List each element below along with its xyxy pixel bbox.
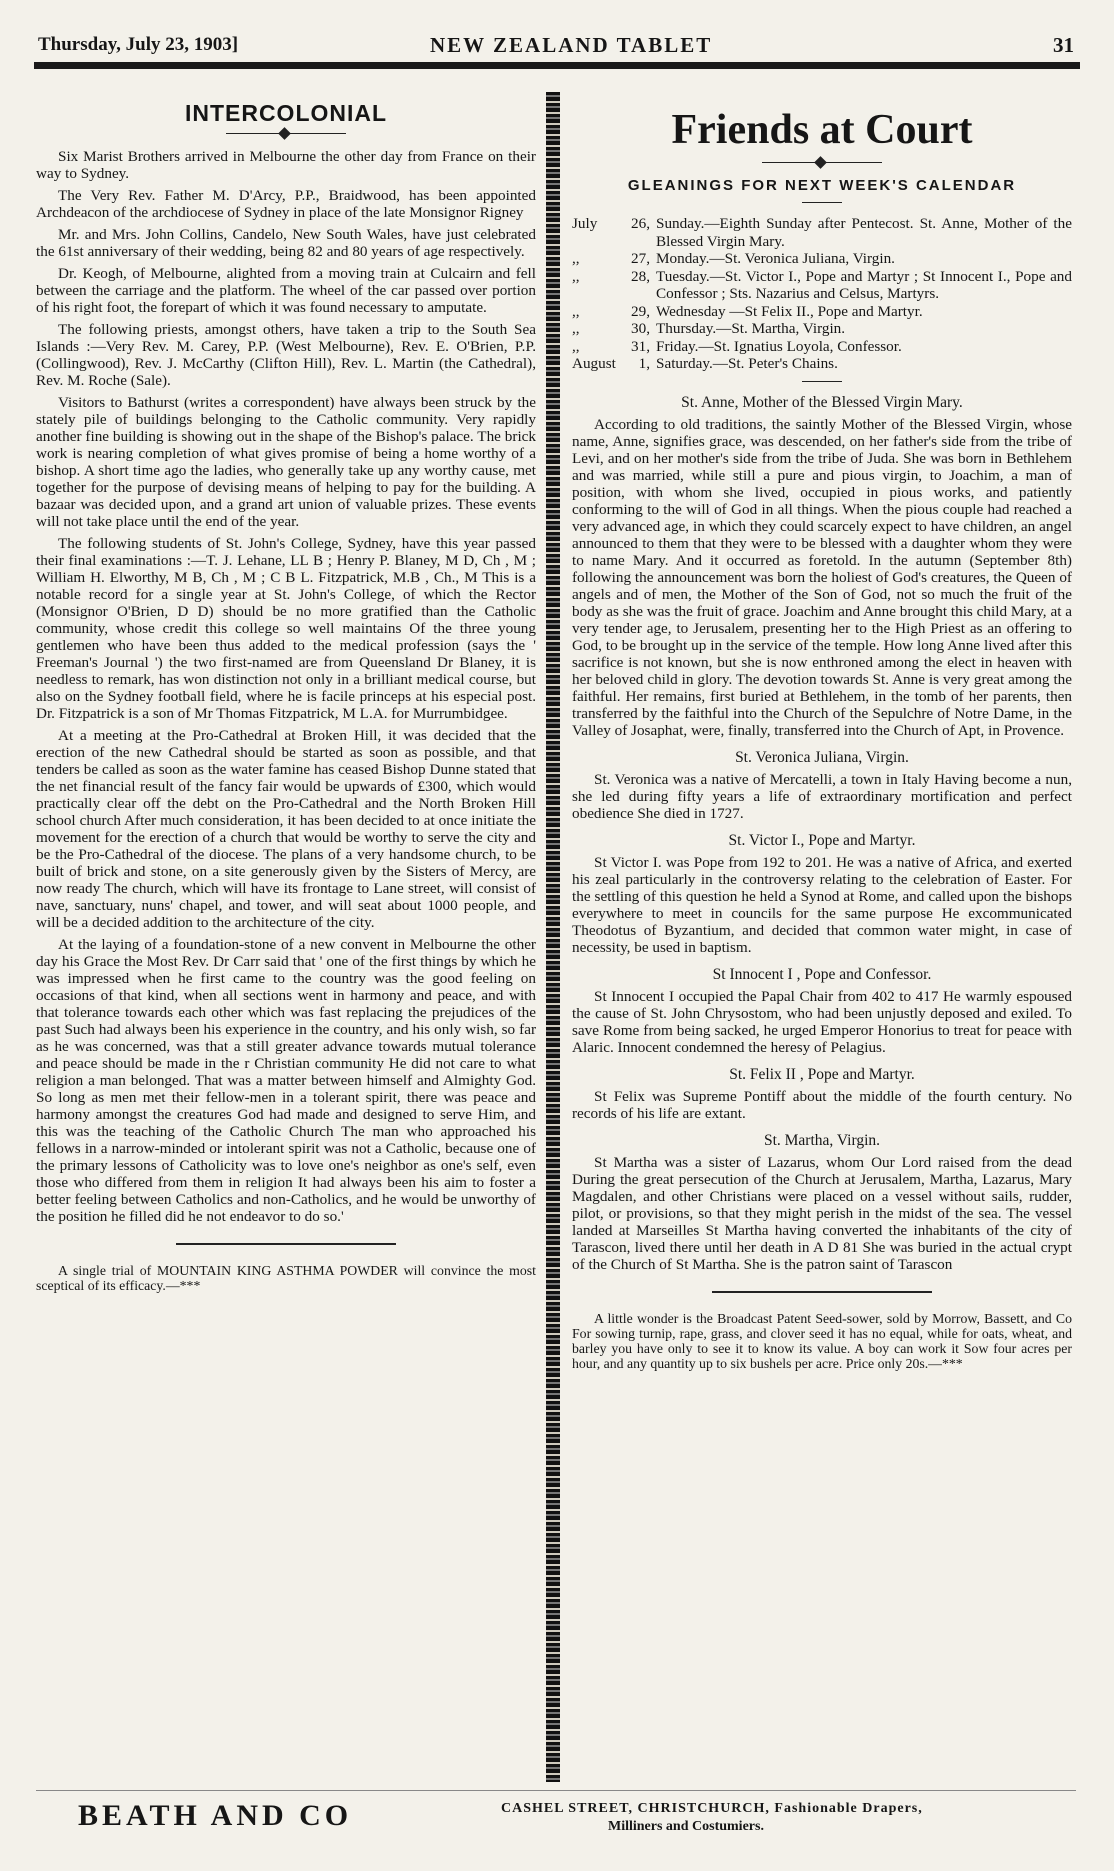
calendar-subtitle: GLEANINGS FOR NEXT WEEK'S CALENDAR bbox=[627, 177, 1017, 194]
saint-body: St Innocent I occupied the Papal Chair from 402 to 417 He warmly espoused the cause of St. John Chrysostom, who had been unjustly deposed and exiled. To save Rome from being sacked, he urged Emperor Honorius to treat for peace with Alaric. Innocent condemned the heresy of Pelagius. bbox=[572, 987, 1072, 1056]
page-footer bbox=[36, 1790, 1076, 1841]
news-paragraph: The following students of St. John's College, Sydney, have this year passed their final examinations :—T. J. Lehane, LL B ; Henry P. Blaney, M D, Ch , M ; William H. Elworthy, M B, Ch , M ; C B L. Fitzpatrick, M.B , Ch., M This is a notable record for a single year at St. John's College, of which the Rector (Monsignor O'Brien, D D) should be no more gratified than the Catholic community, whose credit this college so well maintains Of the three young gentlemen who have been thus added to the medical profession (says the ' Freeman's Journal ') the two first-named are from Queensland Dr Blaney, it is needless to remark, has won distinction not only in a brilliant medical course, but also on the Sydney football field, where he is facile princeps at his especial post. Dr. Fitzpatrick is a son of Mr Thomas Fitzpatrick, M L.A. for Murrumbidgee. bbox=[36, 535, 536, 722]
header-page-number: 31 bbox=[1053, 33, 1074, 57]
friends-at-court-title: Friends at Court bbox=[671, 107, 973, 153]
calendar-entry: Friday.—St. Ignatius Loyola, Confessor. bbox=[656, 337, 902, 355]
saints-entries bbox=[572, 394, 1072, 1273]
news-paragraph: The Very Rev. Father M. D'Arcy, P.P., Braidwood, has been appointed Archdeacon of the archdiocese of Sydney in place of the late Monsignor Rigney bbox=[36, 187, 536, 221]
calendar-row bbox=[572, 303, 1072, 321]
calendar-month: ,, bbox=[572, 302, 580, 320]
saint-title: St. Anne, Mother of the Blessed Virgin Mary. bbox=[681, 393, 963, 411]
calendar-month: ,, bbox=[572, 337, 580, 355]
calendar-entry: Sunday.—Eighth Sunday after Pentecost. St. Anne, Mother of the Blessed Virgin Mary. bbox=[656, 215, 1072, 250]
saint-body: St. Veronica was a native of Mercatelli, a town in Italy Having become a nun, she led during fifty years a life of extraordinary mortification and perfect obedience She died in 1727. bbox=[572, 770, 1072, 822]
heading-ornament bbox=[226, 133, 346, 134]
footer-advertiser: BEATH AND CO bbox=[78, 1799, 353, 1832]
saint-title: St. Victor I., Pope and Martyr. bbox=[728, 831, 916, 849]
left-column bbox=[36, 80, 536, 1770]
calendar-entry: Saturday.—St. Peter's Chains. bbox=[656, 355, 838, 372]
news-paragraph: Six Marist Brothers arrived in Melbourne the other day from France on their way to Sydney. bbox=[36, 148, 536, 182]
saint-title: St. Veronica Juliana, Virgin. bbox=[735, 748, 909, 766]
calendar-day: 1, bbox=[638, 355, 650, 372]
asthma-powder-ad: A single trial of MOUNTAIN KING ASTHMA POWDER will convince the most sceptical of its efficacy.—*** bbox=[36, 1263, 536, 1293]
calendar-day: 30, bbox=[631, 320, 650, 337]
calendar-month: August bbox=[572, 355, 616, 372]
right-column bbox=[572, 80, 1072, 1770]
calendar-entry: Monday.—St. Veronica Juliana, Virgin. bbox=[656, 250, 895, 267]
saint-body: St Victor I. was Pope from 192 to 201. He was a native of Africa, and exerted his zeal particularly in the controversy relating to the celebration of Easter. For the settling of this question he held a Synod at Rome, and called upon the bishops everywhere to meet in councils for the same purpose He excommunicated Theodotus of Byzantium, and decided that common water might, in case of necessity, be used in baptism. bbox=[572, 853, 1072, 956]
calendar-row bbox=[572, 250, 1072, 268]
calendar-day: 31, bbox=[631, 337, 650, 355]
header-title: NEW ZEALAND TABLET bbox=[430, 33, 713, 57]
saint-title: St Innocent I , Pope and Confessor. bbox=[712, 965, 932, 983]
calendar-month: ,, bbox=[572, 320, 580, 337]
calendar-entry: Tuesday.—St. Victor I., Pope and Martyr ; St Innocent I., Pope and Confessor ; Sts. Nazarius and Celsus, Martyrs. bbox=[656, 267, 1072, 302]
news-paragraph: Dr. Keogh, of Melbourne, alighted from a moving train at Culcairn and fell between the carriage and the platform. The wheel of the car passed over portion of his right foot, the forepart of which it was found necessary to amputate. bbox=[36, 265, 536, 316]
ad-rule-right bbox=[712, 1291, 932, 1293]
column-divider bbox=[546, 92, 560, 1782]
calendar-month: ,, bbox=[572, 250, 580, 267]
saint-title: St. Martha, Virgin. bbox=[763, 1131, 881, 1149]
calendar-entry: Thursday.—St. Martha, Virgin. bbox=[656, 320, 846, 337]
news-paragraph: At a meeting at the Pro-Cathedral at Broken Hill, it was decided that the erection of the new Cathedral should be started as soon as possible, and that tenders be called as soon as the water famine has ceased Bishop Dunne stated that the net financial result of the fancy fair would be upwards of £300, which would practically clear off the debt on the Pro-Cathedral and the North Broken Hill school church After much consideration, it has been decided to at once initiate the movement for the erection of a church that would be worthy to serve the city and be the Pro-Cathedral of the diocese. The plans of a very handsome church, to be built of brick and stone, on a site generously given by the Sisters of Mercy, are now ready The church, which will have its frontage to Lane street, will consist of nave, sanctuary, nuns' chapel, and tower, and will seat about 1000 people, and will be a decided addition to the architecture of the city. bbox=[36, 727, 536, 931]
calendar-day: 28, bbox=[631, 267, 650, 285]
calendar-row bbox=[572, 215, 1072, 250]
saint-body: St Felix was Supreme Pontiff about the middle of the fourth century. No records of his life are extant. bbox=[572, 1087, 1072, 1122]
calendar-day: 27, bbox=[631, 250, 650, 267]
news-paragraph: At the laying of a foundation-stone of a new convent in Melbourne the other day his Grace the Most Rev. Dr Carr said that ' one of the first things by which he was impressed when he first came to the country was the good feeling on occasions of that kind, when all sections went in harmony and peace, and with that tolerance towards each other which was fast replacing the prejudices of the past Such had always been his experience in the country, and his only wish, so far as he was concerned, was that a still greater advance towards mutual tolerance and peace should be made in the r Christian community He did not care to what religion a man belonged. That was a matter between himself and Almighty God. So long as men met their fellow-men in a tolerant spirit, there was peace and harmony amongst the creatures God had made and designed to serve Him, and this was the teaching of the Catholic Church The man who approached his fellows in a narrow-minded or intolerant spirit was not a Catholic, because one of the primary lessons of Catholicity was to love one's neighbor as one's self, even those who differed from them in religion It had always been his aim to foster a better feeling between Catholics and non-Catholics, and he would be unworthy of the position he filled did he not endeavor to do so.' bbox=[36, 936, 536, 1225]
calendar-rule bbox=[802, 381, 842, 382]
news-paragraph: The following priests, amongst others, have taken a trip to the South Sea Islands :—Very Rev. M. Carey, P.P. (West Melbourne), Rev. E. O'Brien, P.P. (Collingwood), Rev. J. McCarthy (Clifton Hill), Rev. L. Martin (the Cathedral), Rev. M. Roche (Sale). bbox=[36, 321, 536, 389]
page-header bbox=[38, 32, 1078, 62]
seed-sower-ad: A little wonder is the Broadcast Patent Seed-sower, sold by Morrow, Bassett, and Co For sowing turnip, rape, grass, and clover seed it has no equal, while for oats, wheat, and barley you have only to see it to know its value. A boy can work it Sow four acres per hour, and any quantity up to six bushels per acre. Price only 20s.—*** bbox=[572, 1310, 1072, 1371]
header-date: Thursday, July 23, 1903] bbox=[38, 34, 239, 55]
title-ornament bbox=[762, 162, 882, 163]
footer-address: CASHEL STREET, CHRISTCHURCH, Fashionable Drapers, bbox=[501, 1801, 923, 1816]
saint-title: St. Felix II , Pope and Martyr. bbox=[729, 1065, 915, 1083]
ad-rule bbox=[176, 1243, 396, 1245]
calendar-entry: Wednesday —St Felix II., Pope and Martyr. bbox=[656, 302, 923, 320]
intercolonial-articles bbox=[36, 148, 536, 1225]
intercolonial-heading: INTERCOLONIAL bbox=[184, 100, 388, 126]
calendar-row bbox=[572, 338, 1072, 356]
calendar-row bbox=[572, 320, 1072, 338]
saint-body: St Martha was a sister of Lazarus, whom Our Lord raised from the dead During the great persecution of the Church at Jerusalem, Martha, Lazarus, Mary Magdalen, and other Christians were placed on a vessel without sails, rudder, pilot, or provisions, so that they might perish in the midst of the sea. The vessel landed at Marseilles St Martha having converted the inhabitants of the city of Tarascon, lived there until her death in A D 81 She was buried in the actual crypt of the Church of St Martha. She is the patron saint of Tarascon bbox=[572, 1153, 1072, 1273]
footer-trade: Milliners and Costumiers. bbox=[608, 1819, 764, 1834]
calendar-row bbox=[572, 268, 1072, 303]
calendar-row bbox=[572, 355, 1072, 373]
calendar-month: July bbox=[572, 215, 598, 232]
calendar-month: ,, bbox=[572, 267, 580, 285]
calendar-day: 29, bbox=[631, 302, 650, 320]
news-paragraph: Visitors to Bathurst (writes a correspondent) have always been struck by the stately pile of buildings belonging to the Catholic community. Very rapidly another fine building is showing out in the shape of the Bishop's palace. The brick work is nearing completion of what gives promise of being a home worthy of a bishop. A short time ago the ladies, who generally take up any worthy cause, met together for the purpose of devising means of helping to pay for the building. A bazaar was decided upon, and a grand art union of valuable prizes. These events will not take place until the end of the year. bbox=[36, 394, 536, 530]
calendar-list bbox=[572, 215, 1072, 373]
news-paragraph: Mr. and Mrs. John Collins, Candelo, New South Wales, have just celebrated the 61st anniversary of their wedding, being 82 and 80 years of age respectively. bbox=[36, 226, 536, 260]
saint-body: According to old traditions, the saintly Mother of the Blessed Virgin, whose name, Anne, signifies grace, was descended, on her father's side from the tribe of Levi, and on her mother's side from the tribe of Juda. She was born in Bethlehem and was married, while still a pure and pious virgin, to Joachim, a man of position, with whom she lived, occupied in pious works, and patiently conforming to the will of God in all things. When the pious couple had reached a very advanced age, in which they could scarcely expect to have children, an angel announced to them that they were to be blessed with a daughter whom they were to name Mary. And it occurred as foretold. In the autumn (September 8th) following the announcement was born the holiest of God's creatures, the Queen of angels and of men, the Mother of the Son of God, not so much the fruit of the body as she was the fruit of grace. Joachim and Anne brought this child Mary, at a very tender age, to Jerusalem, presenting her to the High Priest as an offering to God, to be brought up in the service of the temple. How long Anne lived after this sacrifice is not known, but she is now enthroned among the elect in heaven with her beloved child in glory. The devotion towards St. Anne is very great among the faithful. Her remains, first buried at Bethlehem, in the tomb of her parents, then transferred by the faithful into the Church of the Sepulchre of Notre Dame, in the Valley of Josaphat, were, finally, transferred into the Church of Apt, in Provence. bbox=[572, 415, 1072, 739]
subtitle-rule bbox=[802, 202, 842, 203]
calendar-day: 26, bbox=[631, 215, 650, 232]
header-rule bbox=[34, 62, 1080, 69]
